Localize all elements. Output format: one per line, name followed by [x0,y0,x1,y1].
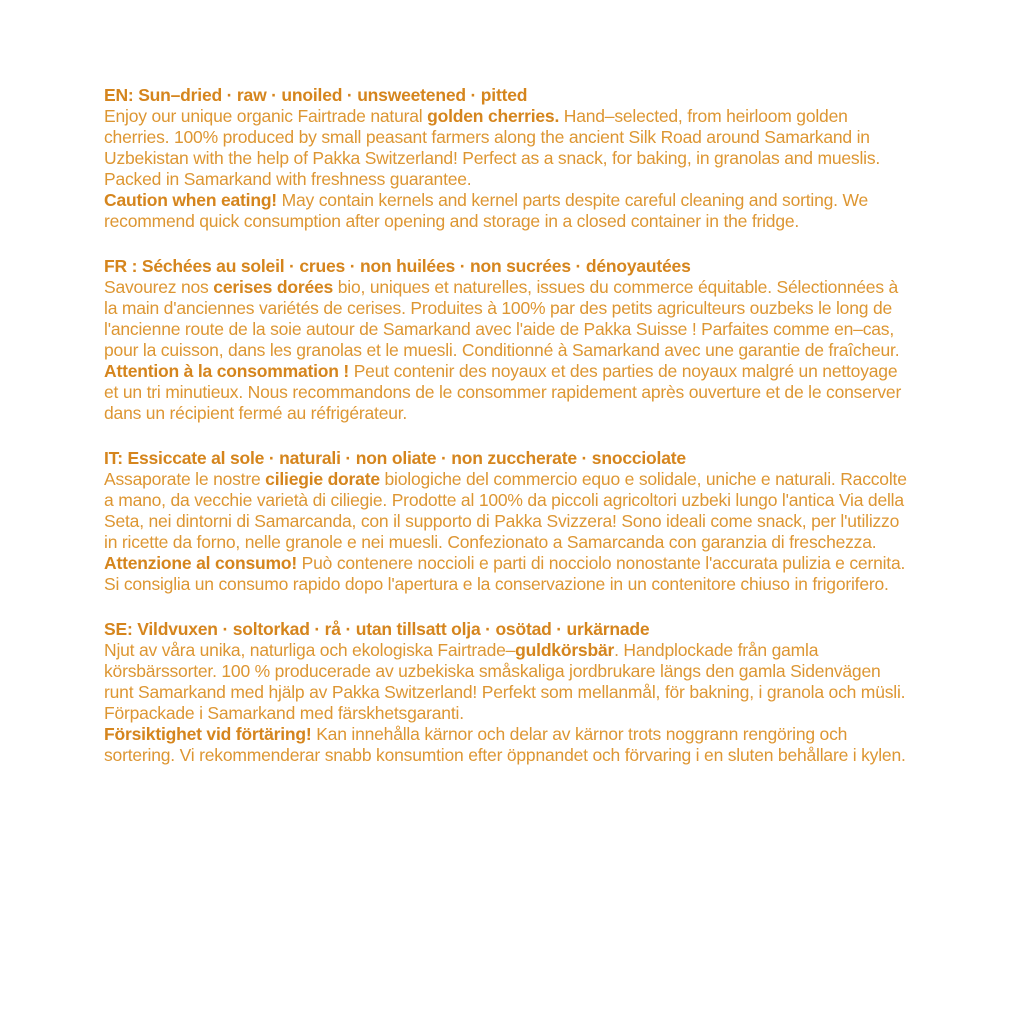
section-se-heading: SE: Vildvuxen · soltorkad · rå · utan tillsatt olja · osötad · urkärnade [104,619,650,639]
section-fr-warning: Attention à la consommation ! Peut contenir des noyaux et des parties de noyaux malgré un nettoyage et un tri minutieux. Nous recommandons de le consommer rapidement après ouverture et de le conserver dans un récipient fermé au réfrigérateur. [104,361,902,423]
section-fr-heading: FR : Séchées au soleil · crues · non huilées · non sucrées · dénoyautées [104,256,691,276]
section-it-warning: Attenzione al consumo! Può contenere noccioli e parti di nocciolo nonostante l'accurata pulizia e cernita. Si consiglia un consumo rapido dopo l'apertura e la conservazione in un contenitore chiuso in frigorifero. [104,553,906,594]
section-en-body: Enjoy our unique organic Fairtrade natural golden cherries. Hand–selected, from heirloom golden cherries. 100% produced by small peasant farmers along the ancient Silk Road around Samarkand in Uzbekistan with the help of Pakka Switzerland! Perfect as a snack, for baking, in granolas and mueslis. Packed in Samarkand with freshness guarantee. [104,106,881,189]
section-fr [104,256,914,424]
section-se-warning: Försiktighet vid förtäring! Kan innehålla kärnor och delar av kärnor trots noggrann rengöring och sortering. Vi rekommenderar snabb konsumtion efter öppnandet och förvaring i en sluten behållare i kylen. [104,724,906,765]
section-it-heading: IT: Essiccate al sole · naturali · non oliate · non zuccherate · snocciolate [104,448,686,468]
section-se [104,619,914,766]
section-it [104,448,914,595]
section-en-warning: Caution when eating! May contain kernels and kernel parts despite careful cleaning and sorting. We recommend quick consumption after opening and storage in a closed container in the fridge. [104,190,869,231]
section-en-heading: EN: Sun–dried · raw · unoiled · unsweetened · pitted [104,85,528,105]
section-fr-body: Savourez nos cerises dorées bio, uniques et naturelles, issues du commerce équitable. Sélectionnées à la main d'anciennes variétés de cerises. Produites à 100% par des petits agriculteurs ouzbeks le long de l'ancienne route de la soie autour de Samarkand avec l'aide de Pakka Suisse ! Parfaites comme en–cas, pour la cuisson, dans les granolas et le muesli. Conditionné à Samarkand avec une garantie de fraîcheur. [104,277,900,360]
section-se-body: Njut av våra unika, naturliga och ekologiska Fairtrade–guldkörsbär. Handplockade från gamla körsbärssorter. 100 % producerade av uzbekiska småskaliga jordbrukare längs den gamla Sidenvägen runt Samarkand med hjälp av Pakka Switzerland! Perfekt som mellanmål, för bakning, i granola och müsli. Förpackade i Samarkand med färskhetsgaranti. [104,640,906,723]
section-en [104,85,914,232]
product-label-text [104,85,914,766]
section-it-body: Assaporate le nostre ciliegie dorate biologiche del commercio equo e solidale, uniche e naturali. Raccolte a mano, da vecchie varietà di ciliegie. Prodotte al 100% da piccoli agricoltori uzbeki lungo l'antica Via della Seta, nei dintorni di Samarcanda, con il supporto di Pakka Svizzera! Sono ideali come snack, per l'utilizzo in ricette da forno, nelle granole e nei muesli. Confezionato a Samarcanda con garanzia di freschezza. [104,469,907,552]
